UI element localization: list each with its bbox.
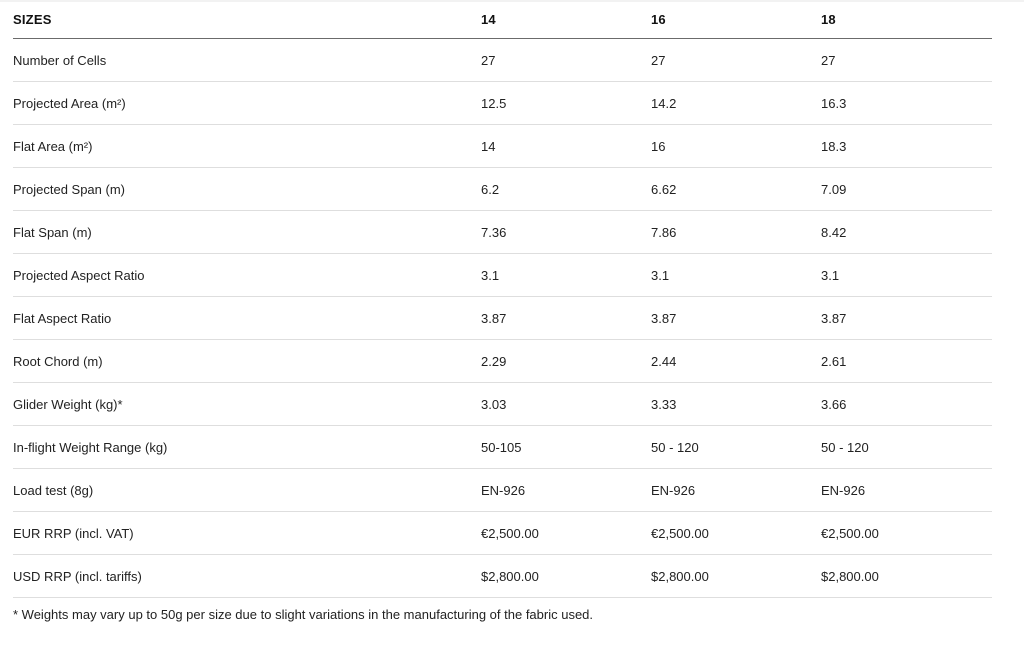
cell-size-16: 27: [651, 39, 821, 82]
row-label: In-flight Weight Range (kg): [13, 426, 481, 469]
cell-size-16: €2,500.00: [651, 512, 821, 555]
cell-size-16: 3.1: [651, 254, 821, 297]
row-label: Number of Cells: [13, 39, 481, 82]
table-row: [13, 297, 992, 340]
cell-size-18: €2,500.00: [821, 512, 992, 555]
table-row: [13, 340, 992, 383]
cell-size-16: 16: [651, 125, 821, 168]
cell-size-16: EN-926: [651, 469, 821, 512]
header-size-18: 18: [821, 0, 992, 39]
row-label: Flat Span (m): [13, 211, 481, 254]
table-row: [13, 211, 992, 254]
cell-size-18: 3.1: [821, 254, 992, 297]
cell-size-14: 2.29: [481, 340, 651, 383]
table-header: [13, 0, 992, 39]
cell-size-14: 14: [481, 125, 651, 168]
cell-size-14: 3.1: [481, 254, 651, 297]
table-row: [13, 512, 992, 555]
table-row: [13, 125, 992, 168]
row-label: Flat Aspect Ratio: [13, 297, 481, 340]
cell-size-18: 16.3: [821, 82, 992, 125]
weight-footnote: * Weights may vary up to 50g per size due to slight variations in the manufacturing of the fabric used.: [13, 607, 594, 622]
header-size-16: 16: [651, 0, 821, 39]
table-row: [13, 82, 992, 125]
row-label: Root Chord (m): [13, 340, 481, 383]
sizes-spec-table: [13, 0, 992, 598]
cell-size-18: 3.87: [821, 297, 992, 340]
cell-size-14: €2,500.00: [481, 512, 651, 555]
cell-size-16: 2.44: [651, 340, 821, 383]
cell-size-18: 27: [821, 39, 992, 82]
cell-size-16: $2,800.00: [651, 555, 821, 598]
table-row: [13, 426, 992, 469]
cell-size-14: 3.87: [481, 297, 651, 340]
cell-size-16: 3.87: [651, 297, 821, 340]
table-row: [13, 254, 992, 297]
sizes-spec-section: [13, 0, 992, 622]
table-row: [13, 469, 992, 512]
cell-size-16: 7.86: [651, 211, 821, 254]
row-label: Projected Area (m²): [13, 82, 481, 125]
cell-size-14: 12.5: [481, 82, 651, 125]
row-label: Projected Span (m): [13, 168, 481, 211]
cell-size-16: 3.33: [651, 383, 821, 426]
cell-size-18: 3.66: [821, 383, 992, 426]
header-row: [13, 0, 992, 39]
row-label: Glider Weight (kg)*: [13, 383, 481, 426]
cell-size-18: $2,800.00: [821, 555, 992, 598]
table-row: [13, 383, 992, 426]
cell-size-14: 7.36: [481, 211, 651, 254]
cell-size-14: 3.03: [481, 383, 651, 426]
cell-size-18: 7.09: [821, 168, 992, 211]
row-label: EUR RRP (incl. VAT): [13, 512, 481, 555]
row-label: Flat Area (m²): [13, 125, 481, 168]
cell-size-14: 6.2: [481, 168, 651, 211]
table-row: [13, 555, 992, 598]
table-row: [13, 168, 992, 211]
cell-size-14: EN-926: [481, 469, 651, 512]
table-body: [13, 39, 992, 598]
header-size-14: 14: [481, 0, 651, 39]
row-label: Projected Aspect Ratio: [13, 254, 481, 297]
row-label: USD RRP (incl. tariffs): [13, 555, 481, 598]
row-label: Load test (8g): [13, 469, 481, 512]
cell-size-16: 50 - 120: [651, 426, 821, 469]
cell-size-14: 50-105: [481, 426, 651, 469]
cell-size-16: 6.62: [651, 168, 821, 211]
cell-size-14: $2,800.00: [481, 555, 651, 598]
cell-size-18: 2.61: [821, 340, 992, 383]
table-row: [13, 39, 992, 82]
header-sizes-label: SIZES: [13, 0, 481, 39]
cell-size-18: 8.42: [821, 211, 992, 254]
cell-size-16: 14.2: [651, 82, 821, 125]
cell-size-14: 27: [481, 39, 651, 82]
cell-size-18: EN-926: [821, 469, 992, 512]
cell-size-18: 18.3: [821, 125, 992, 168]
cell-size-18: 50 - 120: [821, 426, 992, 469]
